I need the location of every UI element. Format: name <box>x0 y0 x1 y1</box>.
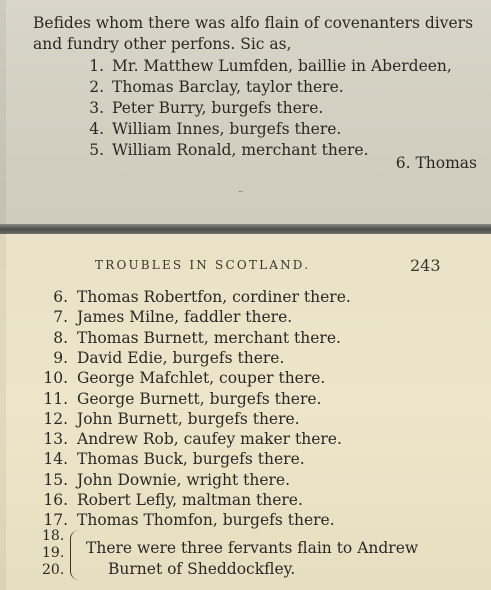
intro-line-2: and fundry other perfons. Sic as, <box>33 35 292 53</box>
item-text: Andrew Rob, caufey maker there. <box>77 430 342 449</box>
bracket-number: 19. <box>42 545 65 561</box>
item-number: 14. <box>43 450 68 469</box>
item-number: 8. <box>53 328 68 347</box>
item-number: 10. <box>43 369 68 388</box>
page-divider <box>0 224 491 234</box>
item-text: Thomas Barclay, taylor there. <box>112 78 344 96</box>
item-text: Thomas Thomfon, burgefs there. <box>77 511 335 530</box>
item-number: 2. <box>89 78 104 96</box>
item-number: 16. <box>43 491 68 509</box>
page-edge-shadow <box>0 0 6 224</box>
item-number: 11. <box>43 389 68 408</box>
item-text: James Milne, faddler there. <box>77 308 293 327</box>
item-number: 7. <box>53 308 68 327</box>
item-text: William Innes, burgefs there. <box>112 120 342 138</box>
item-number: 1. <box>89 57 104 75</box>
item-text: John Burnett, burgefs there. <box>77 409 300 428</box>
catchword: 6. Thomas <box>395 154 477 172</box>
curly-brace <box>70 530 79 580</box>
item-text: Mr. Matthew Lumfden, baillie in Aberdeen, <box>112 57 452 75</box>
intro-line-1: Befides whom there was alfo flain of covenanters divers <box>33 14 474 32</box>
item-text: Peter Burry, burgefs there. <box>112 99 324 117</box>
item-text: Robert Lefly, maltman there. <box>77 491 303 509</box>
item-number: 12. <box>43 409 68 428</box>
item-text: Thomas Buck, burgefs there. <box>77 450 305 469</box>
bracket-text <box>86 538 418 580</box>
bracket-text-line-1: There were three fervants flain to Andrew <box>86 539 419 557</box>
bracket-number: 20. <box>42 562 65 578</box>
item-number: 9. <box>53 348 68 367</box>
item-text: John Downie, wright there. <box>77 470 291 489</box>
item-text: Thomas Burnett, merchant there. <box>77 328 341 347</box>
item-number: 4. <box>89 120 104 138</box>
item-text: David Edie, burgefs there. <box>77 348 285 367</box>
bracket-text-line-2: Burnet of Sheddockfley. <box>108 560 296 578</box>
bottom-page <box>0 234 491 590</box>
item-text: George Burnett, burgefs there. <box>77 389 322 408</box>
item-number: 15. <box>43 470 68 489</box>
footer-mark: – <box>238 186 243 197</box>
item-text: William Ronald, merchant there. <box>112 141 369 159</box>
bracket-number: 18. <box>42 528 65 544</box>
item-text: Thomas Robertfon, cordiner there. <box>77 288 351 306</box>
item-number: 13. <box>43 430 68 449</box>
item-number: 6. <box>53 288 68 306</box>
item-number: 17. <box>43 511 68 530</box>
top-page <box>0 0 491 224</box>
page-edge-shadow <box>0 234 6 590</box>
item-text: George Mafchlet, couper there. <box>77 369 326 388</box>
item-number: 3. <box>89 99 104 117</box>
page-number: 243 <box>410 256 441 275</box>
item-number: 5. <box>89 141 104 159</box>
bracket-numbers <box>42 528 64 579</box>
running-head: TROUBLES IN SCOTLAND. <box>95 258 311 272</box>
